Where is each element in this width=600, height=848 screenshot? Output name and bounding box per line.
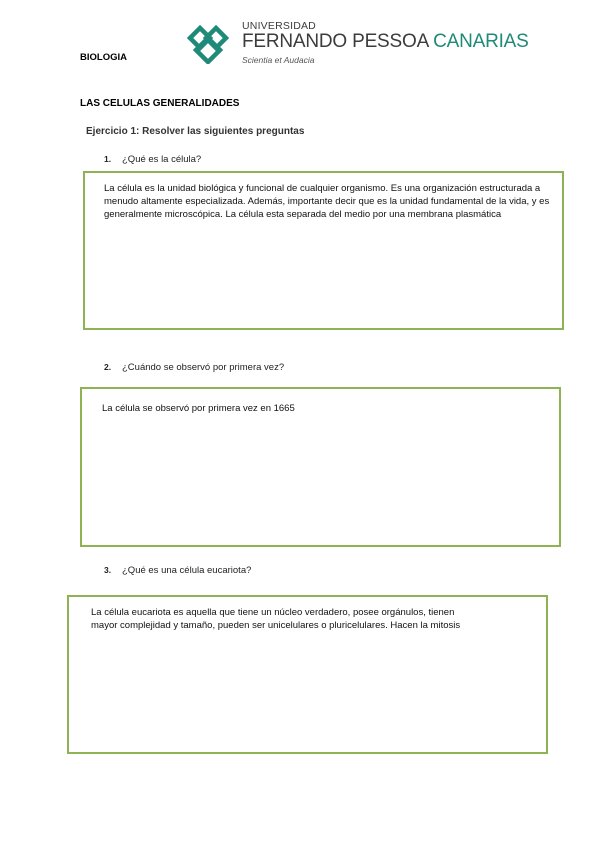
question-number: 3.: [104, 565, 112, 575]
question-1: [104, 154, 201, 165]
logo-name: FERNANDO PESSOA: [242, 31, 428, 52]
answer-box-2[interactable]: [80, 387, 561, 547]
subject-label: BIOLOGIA: [80, 52, 127, 63]
answer-box-1[interactable]: [83, 171, 564, 330]
question-text: ¿Qué es una célula eucariota?: [122, 565, 252, 576]
logo-line1: UNIVERSIDAD: [242, 20, 316, 32]
logo-region: CANARIAS: [433, 31, 529, 52]
question-number: 2.: [104, 362, 112, 372]
question-text: ¿Cuándo se observó por primera vez?: [122, 362, 285, 373]
document-title: LAS CELULAS GENERALIDADES: [80, 98, 240, 109]
exercise-title: Ejercicio 1: Resolver las siguientes preguntas: [86, 126, 305, 137]
question-2: [104, 362, 284, 373]
logo-motto: Scientia et Audacia: [242, 55, 315, 65]
answer-text: La célula se observó por primera vez en 1665: [102, 403, 295, 414]
question-text: ¿Qué es la célula?: [122, 154, 202, 165]
diamond-logo-icon: [186, 24, 238, 64]
logo-line2: [242, 31, 529, 53]
question-3: [104, 565, 251, 576]
answer-text: La célula eucariota es aquella que tiene un núcleo verdadero, posee orgánulos, tienen mayor complejidad y tamaño, pueden ser unicelulares o pluricelulares. Hacen la mitosis: [91, 607, 461, 631]
question-number: 1.: [104, 154, 112, 164]
university-logo: [186, 20, 529, 70]
answer-box-3[interactable]: [67, 595, 548, 754]
answer-text: La célula es la unidad biológica y funcional de cualquier organismo. Es una organización estructurada a menudo altamente especializada. Además, importante decir que es la unidad fundamental de la vida, y es generalmente microscópica. La célula esta separada del medio por una membrana plasmática: [104, 183, 550, 220]
